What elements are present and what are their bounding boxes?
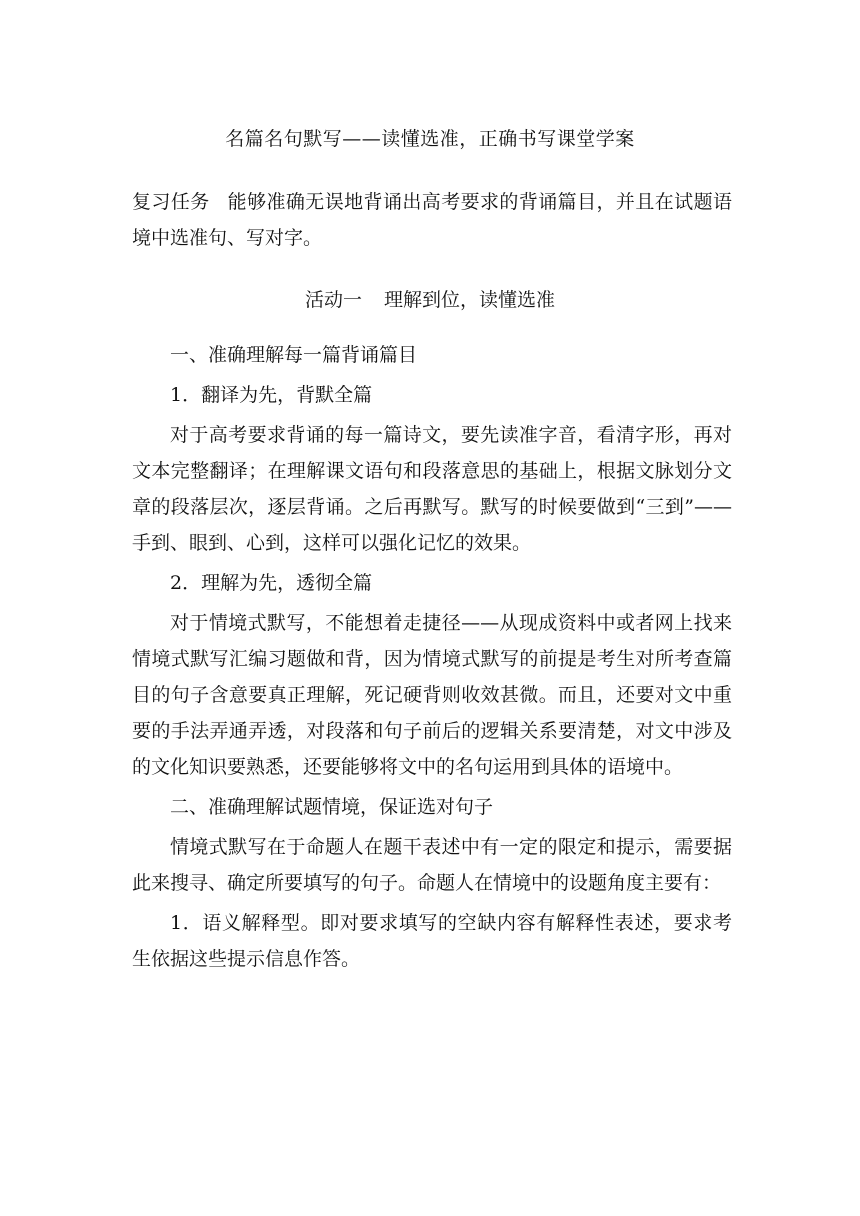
- review-task-text: 能够准确无误地背诵出高考要求的背诵篇目，并且在试题语境中选准句、写对字。: [132, 191, 732, 249]
- review-task-label: 复习任务: [132, 191, 210, 213]
- activity-label: 活动一: [304, 289, 362, 311]
- paragraph-semantic-type: 1．语义解释型。即对要求填写的空缺内容有解释性表述，要求考生依据这些提示信息作答。: [132, 912, 732, 970]
- section-heading-understand-texts: 一、准确理解每一篇背诵篇目: [170, 344, 418, 366]
- activity-heading: [0, 282, 860, 318]
- item-heading-understand-first: 2．理解为先，透彻全篇: [170, 572, 373, 594]
- review-task-block: [132, 184, 732, 256]
- document-body: [132, 337, 732, 981]
- paragraph-understand-first: 对于情境式默写，不能想着走捷径——从现成资料中或者网上找来情境式默写汇编习题做和背，因为情境式默写的前提是考生对所考查篇目的句子含意要真正理解，死记硬背则收效甚微。而且，还要对文中重要的手法弄通弄透，对段落和句子前后的逻辑关系要清楚，对文中涉及的文化知识要熟悉，还要能够将文中的名句运用到具体的语境中。: [132, 612, 732, 778]
- paragraph-context-intro: 情境式默写在于命题人在题干表述中有一定的限定和提示，需要据此来搜寻、确定所要填写的句子。命题人在情境中的设题角度主要有：: [132, 836, 732, 894]
- document-title: 名篇名句默写——读懂选准，正确书写课堂学案: [225, 128, 635, 150]
- paragraph-translate-first: 对于高考要求背诵的每一篇诗文，要先读准字音，看清字形，再对文本完整翻译；在理解课文语句和段落意思的基础上，根据文脉划分文章的段落层次，逐层背诵。之后再默写。默写的时候要做到“三到”——手到、眼到、心到，这样可以强化记忆的效果。: [132, 424, 732, 554]
- activity-title: 理解到位，读懂选准: [384, 289, 556, 311]
- section-heading-understand-context: 二、准确理解试题情境，保证选对句子: [170, 796, 494, 818]
- item-heading-translate-first: 1．翻译为先，背默全篇: [170, 384, 373, 406]
